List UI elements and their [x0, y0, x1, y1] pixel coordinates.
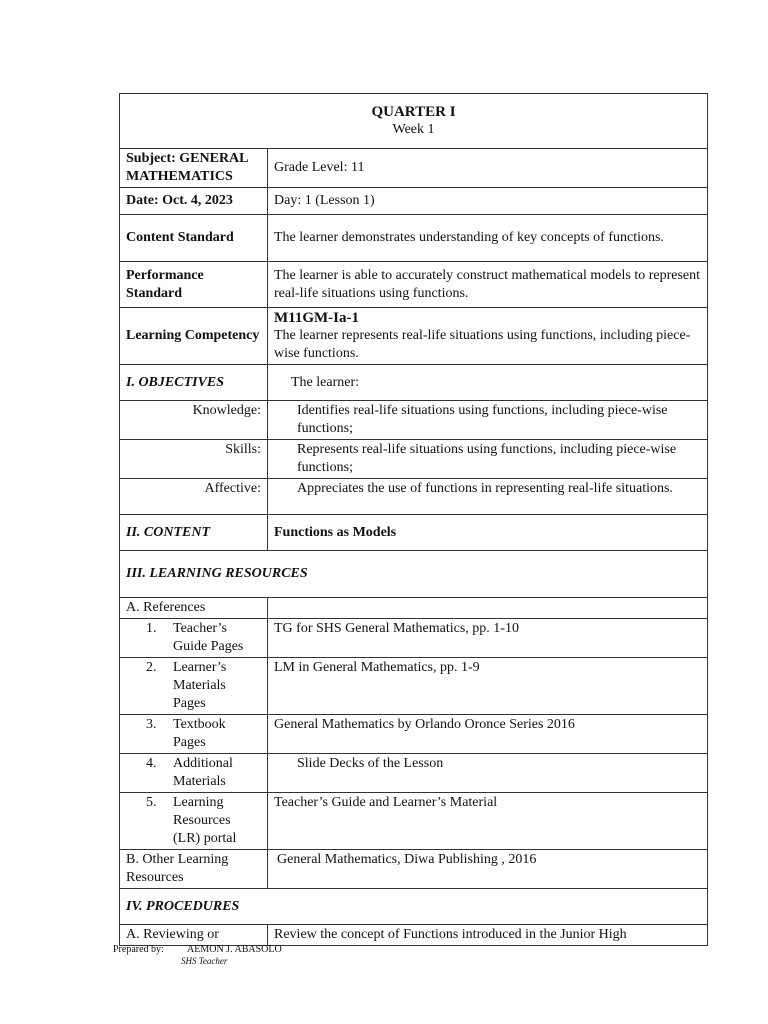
resource-number: 5. [146, 795, 157, 810]
objective-row-knowledge [120, 401, 708, 440]
learning-competency-label: Learning Competency [120, 308, 268, 365]
procedures-row [120, 889, 708, 925]
resources-title-row [120, 551, 708, 598]
preparer-role: SHS Teacher [181, 956, 228, 966]
resource-number: 1. [146, 621, 157, 636]
procedure-row [120, 925, 708, 946]
resource-value: LM in General Mathematics, pp. 1-9 [268, 658, 708, 715]
other-resources-row [120, 850, 708, 889]
resource-row [120, 715, 708, 754]
procedure-text: Review the concept of Functions introduced in the Junior High [268, 925, 708, 946]
learning-competency-text: The learner represents real-life situations using functions, including piece-wise functions. [274, 328, 691, 361]
resource-number: 2. [146, 660, 157, 675]
grade-level: Grade Level: 11 [268, 149, 708, 188]
quarter-title: QUARTER I [371, 104, 456, 120]
resource-label-cell [120, 715, 268, 754]
content-value: Functions as Models [268, 515, 708, 551]
competency-code: M11GM-Ia-1 [274, 310, 359, 326]
objective-row-affective [120, 479, 708, 515]
resource-label-cell [120, 619, 268, 658]
objective-text: Identifies real-life situations using functions, including piece-wise functions; [268, 401, 708, 440]
content-row [120, 515, 708, 551]
objective-label: Affective: [120, 479, 268, 515]
resource-value: Teacher’s Guide and Learner’s Material [268, 793, 708, 850]
objective-row-skills [120, 440, 708, 479]
performance-standard-label: Performance Standard [120, 262, 268, 308]
header-row [120, 94, 708, 149]
resource-label: Teacher’s Guide Pages [173, 621, 244, 654]
procedure-label: A. Reviewing or [120, 925, 268, 946]
resource-value: General Mathematics by Orlando Oronce Series 2016 [268, 715, 708, 754]
resource-label-cell [120, 658, 268, 715]
resource-row [120, 658, 708, 715]
performance-standard-row [120, 262, 708, 308]
objectives-row [120, 365, 708, 401]
objective-label: Knowledge: [120, 401, 268, 440]
objective-label: Skills: [120, 440, 268, 479]
resource-row [120, 793, 708, 850]
lesson-plan-table [119, 93, 708, 946]
subject-row [120, 149, 708, 188]
resources-title: III. LEARNING RESOURCES [120, 551, 708, 598]
resource-label: Additional Materials [173, 756, 233, 789]
objectives-intro: The learner: [268, 365, 708, 401]
content-standard-row [120, 215, 708, 262]
performance-standard-text: The learner is able to accurately construct mathematical models to represent real-life situations using functions. [268, 262, 708, 308]
date-row [120, 188, 708, 215]
objective-text: Appreciates the use of functions in representing real-life situations. [268, 479, 708, 515]
references-label: A. References [120, 598, 268, 619]
learning-competency-row [120, 308, 708, 365]
objectives-title: I. OBJECTIVES [120, 365, 268, 401]
other-resources-value: General Mathematics, Diwa Publishing , 2016 [268, 850, 708, 889]
resource-row [120, 754, 708, 793]
resource-number: 3. [146, 717, 157, 732]
lesson-plan-sheet [119, 93, 707, 946]
resource-label-cell [120, 754, 268, 793]
learning-competency-cell [268, 308, 708, 365]
date-label: Date: Oct. 4, 2023 [120, 188, 268, 215]
content-standard-label: Content Standard [120, 215, 268, 262]
references-value [268, 598, 708, 619]
preparer-name: AEMON J. ABASOLO [187, 944, 282, 955]
header-cell [120, 94, 708, 149]
prepared-by-label: Prepared by: [113, 944, 164, 955]
resource-label-cell [120, 793, 268, 850]
resource-value: TG for SHS General Mathematics, pp. 1-10 [268, 619, 708, 658]
resource-number: 4. [146, 756, 157, 771]
resource-label: Textbook Pages [173, 717, 226, 750]
content-standard-text: The learner demonstrates understanding of key concepts of functions. [268, 215, 708, 262]
day-label: Day: 1 (Lesson 1) [268, 188, 708, 215]
procedures-title: IV. PROCEDURES [120, 889, 708, 925]
subject-label: Subject: GENERAL MATHEMATICS [120, 149, 268, 188]
resource-label: Learning Resources (LR) portal [173, 795, 237, 846]
objective-text: Represents real-life situations using functions, including piece-wise functions; [268, 440, 708, 479]
content-title: II. CONTENT [120, 515, 268, 551]
resource-row [120, 619, 708, 658]
resource-label: Learner’s Materials Pages [173, 660, 227, 711]
resource-value: Slide Decks of the Lesson [268, 754, 708, 793]
other-resources-label: B. Other Learning Resources [120, 850, 268, 889]
week-label: Week 1 [392, 122, 435, 137]
references-row [120, 598, 708, 619]
